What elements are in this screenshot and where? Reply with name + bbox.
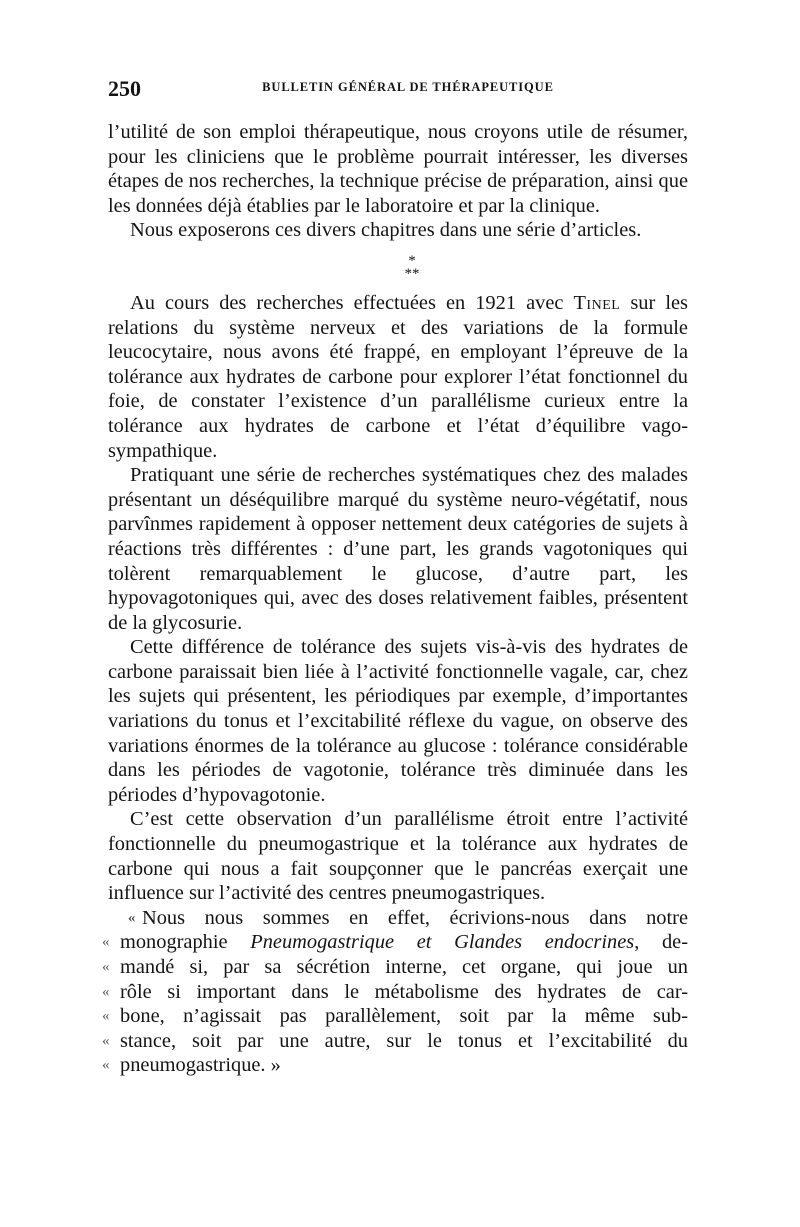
page-number: 250 <box>108 76 141 101</box>
author-name-tinel: Tinel <box>573 291 621 314</box>
quote-line-mark: « <box>102 934 110 951</box>
quote-line-5: « bone, n’agissait pas parallèlement, soit par la même sub- <box>102 1005 688 1028</box>
separator-star-top: * <box>408 252 416 269</box>
quote-line-mark: « <box>102 1008 110 1025</box>
quote-line-7: « pneumogastrique. » <box>102 1054 281 1077</box>
quote-line-mark: « <box>102 959 110 975</box>
paragraph-4: Pratiquant une série de recherches systématiques chez des malades présentant un déséquilibre marqué du système neuro-végétatif, nous parvînmes rapidement à opposer nettement deux catégories de sujets à réactions très différentes : d’une part, les grands vagotoniques qui tolèrent remarquablement le glucose, d’autre part, les hypovagotoniques qui, avec des doses relativement faibles, présentent de la glycosurie. <box>108 464 688 634</box>
quote-line-2: « monographie Pneumogastrique et Glandes endocrines, de- <box>102 931 689 954</box>
paragraph-3-end: sur les relations du système nerveux et des variations de la formule leucocytaire, nous avons été frappé, en employant l’épreuve de la tolérance aux hydrates de carbone pour explorer l’état fonctionnel du foie, de constater l’existence d’un parallélisme curieux entre la tolérance aux hydrates de carbone et l’état d’équilibre vago-sympathique. <box>108 291 688 462</box>
quote-close-mark: » <box>270 1054 281 1077</box>
quote-line-1: « Nous nous sommes en effet, écrivions-nous dans notre <box>128 906 688 929</box>
paragraph-3 <box>108 291 688 463</box>
quote-line-4: « rôle si important dans le métabolisme des hydrates de car- <box>102 980 688 1003</box>
journal-title: BULLETIN GÉNÉRAL DE THÉRAPEUTIQUE <box>262 80 554 94</box>
monograph-title: Pneumogastrique et Glandes endocrines <box>250 931 635 954</box>
paragraph-5: Cette différence de tolérance des sujets vis-à-vis des hydrates de carbone paraissait bien liée à l’activité fonctionnelle vagale, car, chez les sujets qui présentent, les périodiques par exemple, d’importantes variations du tonus et l’excitabilité réflexe du vague, on observe des variations énormes de la tolérance au glucose : tolérance considérable dans les périodes de vagotonie, tolérance très diminuée dans les périodes d’hypovagotonie. <box>108 636 688 806</box>
paragraph-1: l’utilité de son emploi thérapeutique, nous croyons utile de résumer, pour les cliniciens que le problème pourrait intéresser, les diverses étapes de nos recherches, la technique précise de préparation, ainsi que les données déjà établies par le laboratoire et par la clinique. <box>108 121 688 217</box>
quote-open-mark: « <box>128 909 136 926</box>
paragraph-3-start: Au cours des recherches effectuées en 1921 avec <box>130 291 574 314</box>
quote-line-mark: « <box>102 983 110 1000</box>
quote-line-mark: « <box>102 1032 110 1049</box>
page <box>102 70 689 1078</box>
quote-line-mark: « <box>102 1057 110 1074</box>
paragraph-6: C’est cette observation d’un parallélisme étroit entre l’activité fonctionnelle du pneumogastrique et la tolérance aux hydrates de carbone qui nous a fait soupçonner que le pancréas exerçait une influence sur l’activité des centres pneumogastriques. <box>108 808 688 905</box>
block-quote <box>102 906 689 1078</box>
section-separator <box>108 252 688 282</box>
separator-star-bottom: ** <box>404 265 420 282</box>
quote-line-6: « stance, soit par une autre, sur le tonus et l’excitabilité du <box>102 1029 688 1052</box>
paragraph-2: Nous exposerons ces divers chapitres dans une série d’articles. <box>130 219 642 242</box>
running-head <box>108 70 688 100</box>
quote-line-3: « mandé si, par sa sécrétion interne, cet organe, qui joue un <box>102 956 688 978</box>
